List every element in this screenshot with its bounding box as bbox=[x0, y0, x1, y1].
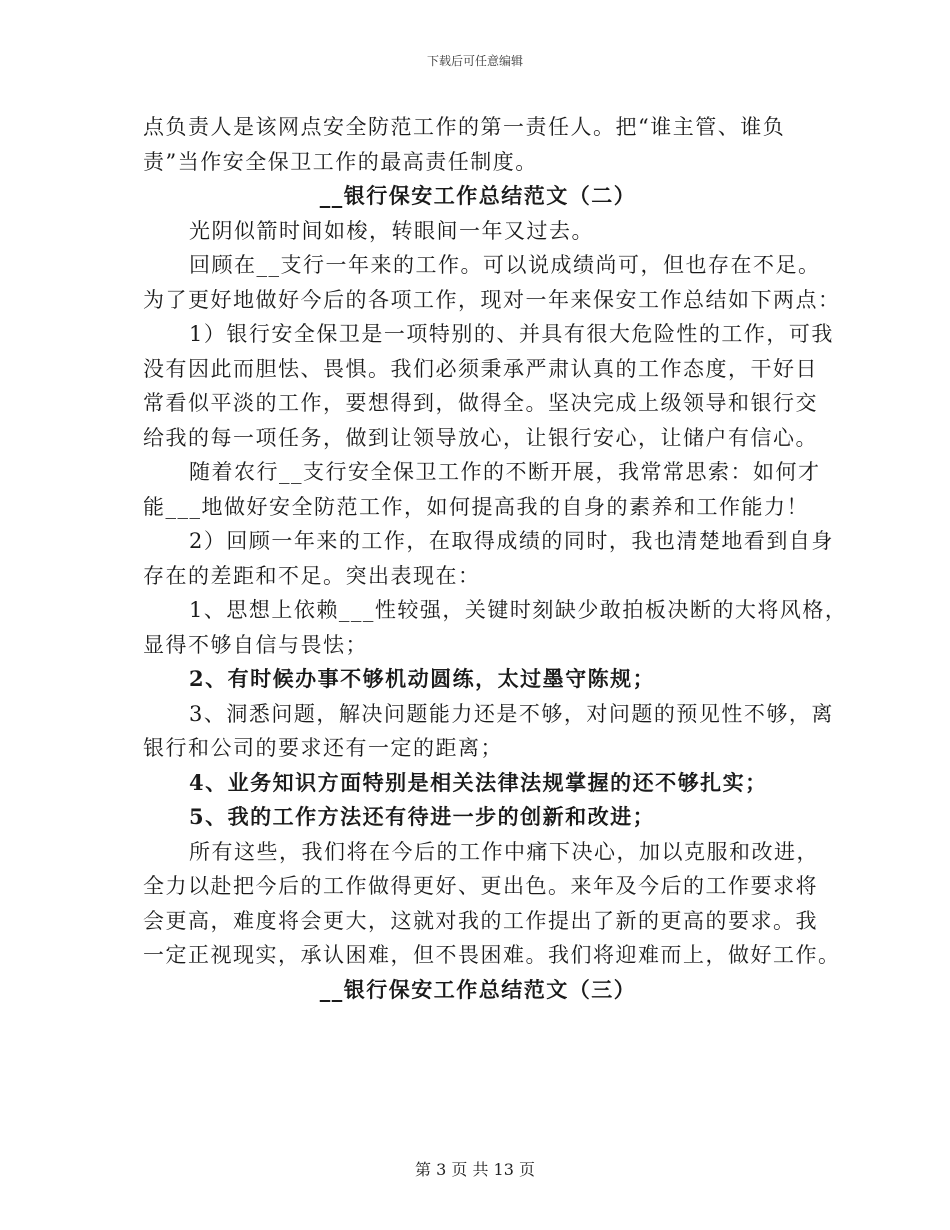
body-line: 存在的差距和不足。突出表现在： bbox=[143, 563, 481, 588]
page-number: 第 3 页 共 13 页 bbox=[415, 1160, 535, 1179]
list-item: 3、洞悉问题，解决问题能力还是不够，对问题的预见性不够，离 bbox=[189, 701, 834, 726]
list-item: 2、有时候办事不够机动圆练，太过墨守陈规； bbox=[189, 666, 656, 691]
body-line: 回顾在__支行一年来的工作。可以说成绩尚可，但也存在不足。 bbox=[189, 253, 821, 277]
body-line: 1）银行安全保卫是一项特别的、并具有很大危险性的工作，可我 bbox=[189, 322, 834, 346]
section-heading: __银行保安工作总结范文（三） bbox=[319, 976, 637, 1002]
body-line: 常看似平淡的工作，要想得到，做得全。坚决完成上级领导和银行交 bbox=[143, 391, 818, 415]
body-line: 光阴似箭时间如梭，转眼间一年又过去。 bbox=[189, 218, 594, 243]
list-item: 5、我的工作方法还有待进一步的创新和改进； bbox=[189, 804, 656, 829]
body-line: 责”当作安全保卫工作的最高责任制度。 bbox=[143, 149, 538, 174]
page-header-note: 下载后可任意编辑 bbox=[426, 54, 523, 68]
body-line: 银行和公司的要求还有一定的距离； bbox=[143, 736, 503, 760]
body-line: 随着农行__支行安全保卫工作的不断开展，我常常思索：如何才 bbox=[189, 460, 821, 484]
body-line: 一定正视现实，承认困难，但不畏困难。我们将迎难而上，做好工作。 bbox=[143, 943, 841, 967]
section-heading: __银行保安工作总结范文（二） bbox=[319, 183, 637, 208]
body-line: 全力以赴把今后的工作做得更好、更出色。来年及今后的工作要求将 bbox=[143, 874, 818, 898]
body-line: 没有因此而胆怯、畏惧。我们必须秉承严肃认真的工作态度，干好日 bbox=[143, 356, 818, 381]
list-item: 1、思想上依赖___性较强，关键时刻缺少敢拍板决断的大将风格， bbox=[189, 598, 848, 622]
body-line: 2）回顾一年来的工作，在取得成绩的同时，我也清楚地看到自身 bbox=[189, 529, 834, 553]
body-line: 会更高，难度将会更大，这就对我的工作提出了新的更高的要求。我 bbox=[143, 908, 818, 933]
body-line: 显得不够自信与畏怯； bbox=[143, 632, 368, 657]
list-item: 4、业务知识方面特别是相关法律法规掌握的还不够扎实； bbox=[189, 769, 768, 795]
body-line: 能___地做好安全防范工作，如何提高我的自身的素养和工作能力！ bbox=[143, 494, 809, 519]
body-line: 为了更好地做好今后的各项工作，现对一年来保安工作总结如下两点： bbox=[143, 287, 841, 312]
body-line: 所有这些，我们将在今后的工作中痛下决心，加以克服和改进， bbox=[189, 839, 819, 864]
body-line: 点负责人是该网点安全防范工作的第一责任人。把“谁主管、谁负 bbox=[143, 115, 786, 139]
body-line: 给我的每一项任务，做到让领导放心，让银行安心，让储户有信心。 bbox=[143, 425, 818, 450]
document-body bbox=[143, 110, 848, 1007]
